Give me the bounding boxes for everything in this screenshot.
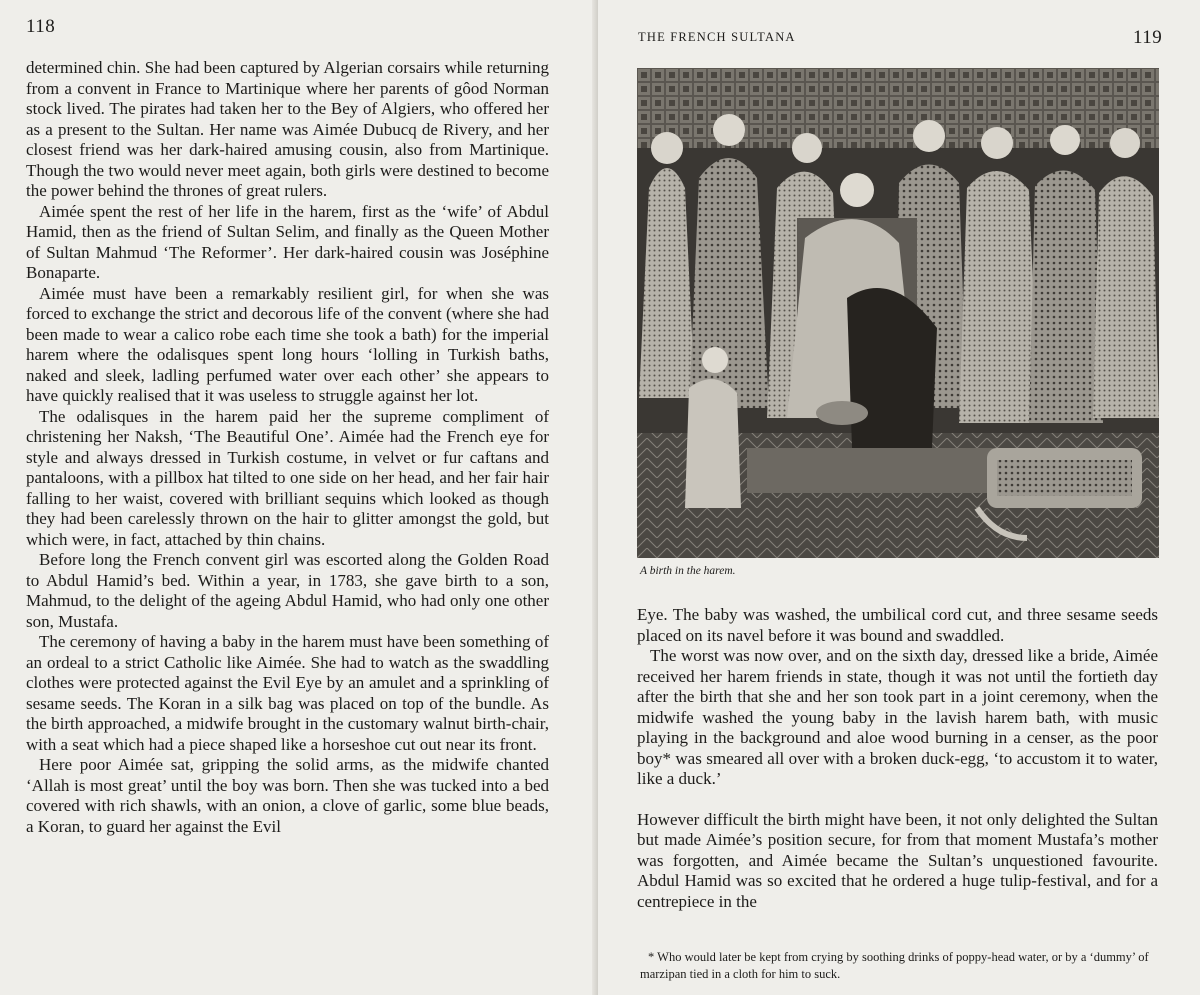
paragraph: Here poor Aimée sat, gripping the solid arms, as the midwife chanted ‘Allah is most great’ until the boy was born. Then she was tucked into a bed covered with rich shawls, with an onion, a clove of garlic, some blue beads, a Koran, to guard her against the Evil	[26, 755, 549, 836]
page-number-right: 119	[1133, 27, 1163, 48]
page-number-left: 118	[26, 16, 56, 37]
paragraph: Aimée must have been a remarkably resilient girl, for when she was forced to exchange the strict and decorous life of the convent (where she had been made to wear a calico robe each time she took a bath) for the imperial harem where the odalisques spent long hours ‘lolling in Turkish baths, naked and sleek, ladling perfumed water over each other’ she appears to have quickly realised that it was useless to struggle against her lot.	[26, 283, 549, 405]
paragraph: However difficult the birth might have been, it not only delighted the Sultan but made Aimée’s position secure, for from that moment Mustafa’s mother was forgotten, and Aimée became the Sultan’s unquestioned favourite. Abdul Hamid was so excited that he ordered a huge tulip-festival, and for a centrepiece in the	[637, 809, 1158, 911]
footnote-text: * Who would later be kept from crying by soothing drinks of poppy-head water, or by a ‘dummy’ of marzipan tied in a cloth for him to suck.	[640, 950, 1149, 981]
illustration-drawing	[637, 68, 1159, 558]
right-body-text	[637, 605, 1158, 912]
paragraph: The ceremony of having a baby in the harem must have been something of an ordeal to a strict Catholic like Aimée. She had to watch as the swaddling clothes were protected against the Evil Eye by an amulet and a sprinkling of sesame seeds. The Koran in a silk bag was placed on top of the bundle. As the birth approached, a midwife brought in the customary walnut birth-chair, with a seat which had a piece shaped like a horseshoe cut out near its front.	[26, 632, 549, 754]
left-body-text	[26, 58, 549, 837]
left-page	[0, 0, 598, 995]
running-head: THE FRENCH SULTANA	[638, 30, 796, 44]
harem-birth-illustration	[637, 68, 1159, 558]
paragraph: Aimée spent the rest of her life in the harem, first as the ‘wife’ of Abdul Hamid, then as the friend of Sultan Selim, and finally as the Queen Mother of Sultan Mahmud ‘The Reformer’. Her dark-haired cousin was Joséphine Bonaparte.	[26, 201, 549, 282]
paragraph: The worst was now over, and on the sixth day, dressed like a bride, Aimée received her harem friends in state, though it was not until the fortieth day after the birth that she and her son took part in a joint ceremony, when the midwife washed the young baby in the lavish harem bath, with music playing in the background and aloe wood burning in a censer, as the poor boy* was smeared all over with a broken duck-egg, ‘to accustom it to water, like a duck.’	[637, 646, 1158, 788]
paragraph: The odalisques in the harem paid her the supreme compliment of christening her Naksh, ‘The Beautiful One’. Aimée had the French eye for style and always dressed in Turkish costume, in velvet or fur caftans and pantaloons, with a pillbox hat tilted to one side on her head, and her fair hair falling to her waist, covered with brilliant sequins which looked as though they had been carelessly thrown on the hair to glitter amongst the gold, but which were, in fact, attached by thin chains.	[26, 406, 549, 549]
paragraph: Eye. The baby was washed, the umbilical cord cut, and three sesame seeds placed on its navel before it was bound and swaddled.	[637, 605, 1158, 645]
figure-caption: A birth in the harem.	[640, 565, 736, 577]
paragraph: Before long the French convent girl was escorted along the Golden Road to Abdul Hamid’s bed. Within a year, in 1783, she gave birth to a son, Mahmud, to the delight of the ageing Abdul Hamid, who had only one other son, Mustafa.	[26, 550, 549, 631]
paragraph: determined chin. She had been captured by Algerian corsairs while returning from a convent in France to Martinique where her parents of gôod Norman stock lived. The pirates had taken her to the Bey of Algiers, who offered her as a present to the Sultan. Her name was Aimée Dubucq de Rivery, and her closest friend was her dark-haired amusing cousin, also from Martinique. Though the two would never meet again, both girls were destined to become the power behind the thrones of great rulers.	[26, 58, 549, 200]
footnote	[640, 949, 1160, 983]
